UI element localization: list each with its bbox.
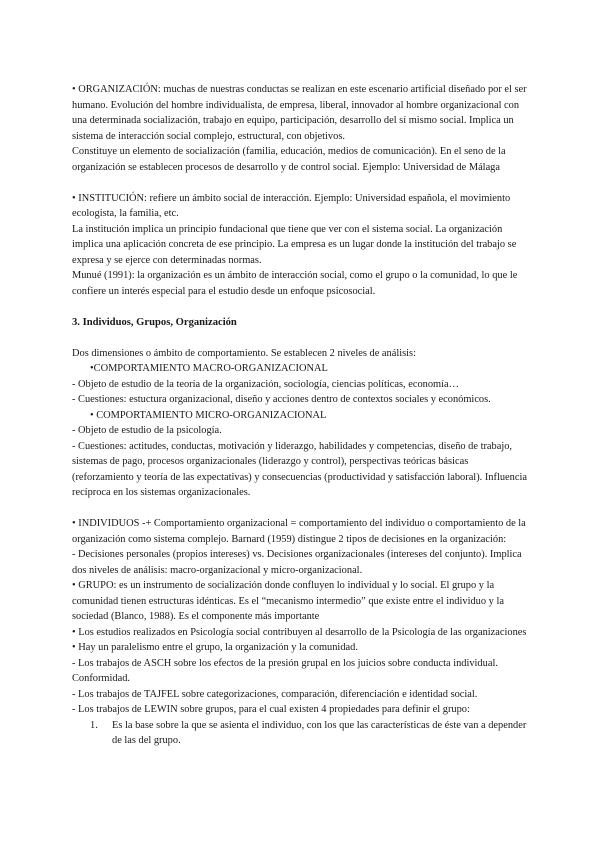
section-individuos-grupo bbox=[72, 516, 530, 749]
paragraph: - Los trabajos de ASCH sobre los efectos de la presión grupal en los juicios sobre conducta individual. Conformidad. bbox=[72, 657, 498, 684]
section-dimensiones bbox=[72, 346, 530, 501]
paragraph: Dos dimensiones o ámbito de comportamiento. Se establecen 2 niveles de análisis: bbox=[72, 347, 416, 359]
macro-title: •COMPORTAMIENTO MACRO-ORGANIZACIONAL bbox=[90, 363, 328, 374]
section-organizacion bbox=[72, 82, 530, 175]
paragraph: Constituye un elemento de socialización (familia, educación, medios de comunicación). En el seno de la organización se establecen procesos de desarrollo y de control social. Ejemplo: Universidad de Málaga bbox=[72, 146, 506, 173]
paragraph: - Los trabajos de LEWIN sobre grupos, para el cual existen 4 propiedades para definir el grupo: bbox=[72, 704, 470, 715]
numbered-list-item bbox=[72, 718, 530, 749]
spacer bbox=[72, 501, 530, 517]
section-heading: 3. Individuos, Grupos, Organización bbox=[72, 316, 237, 328]
paragraph: La institución implica un principio fundacional que tiene que ver con el sistema social. La organización implica una aplicación concreta de ese principio. La empresa es un lugar donde la institución del trabajo se expresa y se ejerce con determinadas normas. bbox=[72, 223, 517, 266]
spacer bbox=[72, 330, 530, 346]
list-number: 1. bbox=[90, 719, 98, 731]
list-item: - Objeto de estudio de la teoría de la organización, sociología, ciencias políticas, economía… bbox=[72, 378, 460, 390]
list-item: - Objeto de estudio de la psicología. bbox=[72, 425, 222, 436]
list-item: - Cuestiones: actitudes, conductas, motivación y liderazgo, habilidades y competencias, diseño de trabajo, sistemas de pago, procesos organizacionales (liderazgo y control), perspectivas teóricas básicas (reforzamiento y teoría de las expectativas) y consecuencias (productividad y satisfacción laboral). Influencia recíproca en los sistemas organizacionales. bbox=[72, 440, 527, 498]
paragraph: • GRUPO: es un instrumento de socialización donde confluyen lo individual y lo social. El grupo y la comunidad tienen estructuras idénticas. Es el “mecanismo intermedio” que existe entre el individuo y la sociedad (Blanco, 1988). Es el componente más importante bbox=[72, 580, 504, 622]
spacer bbox=[72, 299, 530, 315]
paragraph: - Decisiones personales (propios intereses) vs. Decisiones organizacionales (intereses del conjunto). Implica dos niveles de análisis: macro-organizacional y micro-organizacional. bbox=[72, 549, 522, 576]
section-institucion bbox=[72, 191, 530, 300]
paragraph: - Los trabajos de TAJFEL sobre categorizaciones, comparación, diferenciación e identidad social. bbox=[72, 688, 478, 700]
micro-title: • COMPORTAMIENTO MICRO-ORGANIZACIONAL bbox=[90, 409, 327, 421]
paragraph: • INDIVIDUOS -+ Comportamiento organizacional = comportamiento del individuo o comportamiento de la organización como sistema complejo. Barnard (1959) distingue 2 tipos de decisiones en la organización: bbox=[72, 518, 526, 545]
paragraph: Munué (1991): la organización es un ámbito de interacción social, como el grupo o la comunidad, lo que le confiere un interés especial para el estudio desde un enfoque psicosocial. bbox=[72, 270, 518, 297]
paragraph: • ORGANIZACIÓN: muchas de nuestras conductas se realizan en este escenario artificial diseñado por el ser humano. Evolución del hombre individualista, de empresa, liberal, innovador al hombre organizacional con una determinada socialización, trabajo en equipo, participación, desarrollo del sí mismo social. Implica un sistema de interacción social complejo, estructural, con objetivos. bbox=[72, 84, 527, 142]
list-text: Es la base sobre la que se asienta el individuo, con los que las características de éste van a depender de las del grupo. bbox=[112, 719, 527, 746]
spacer bbox=[72, 175, 530, 191]
paragraph: • INSTITUCIÓN: refiere un ámbito social de interacción. Ejemplo: Universidad española, el movimiento ecologista, la familia, etc. bbox=[72, 192, 511, 219]
paragraph: • Los estudios realizados en Psicología social contribuyen al desarrollo de la Psicología de las organizaciones bbox=[72, 626, 527, 638]
paragraph: • Hay un paralelismo entre el grupo, la organización y la comunidad. bbox=[72, 642, 358, 653]
list-item: - Cuestiones: estuctura organizacional, diseño y acciones dentro de contextos sociales y económicos. bbox=[72, 394, 491, 405]
